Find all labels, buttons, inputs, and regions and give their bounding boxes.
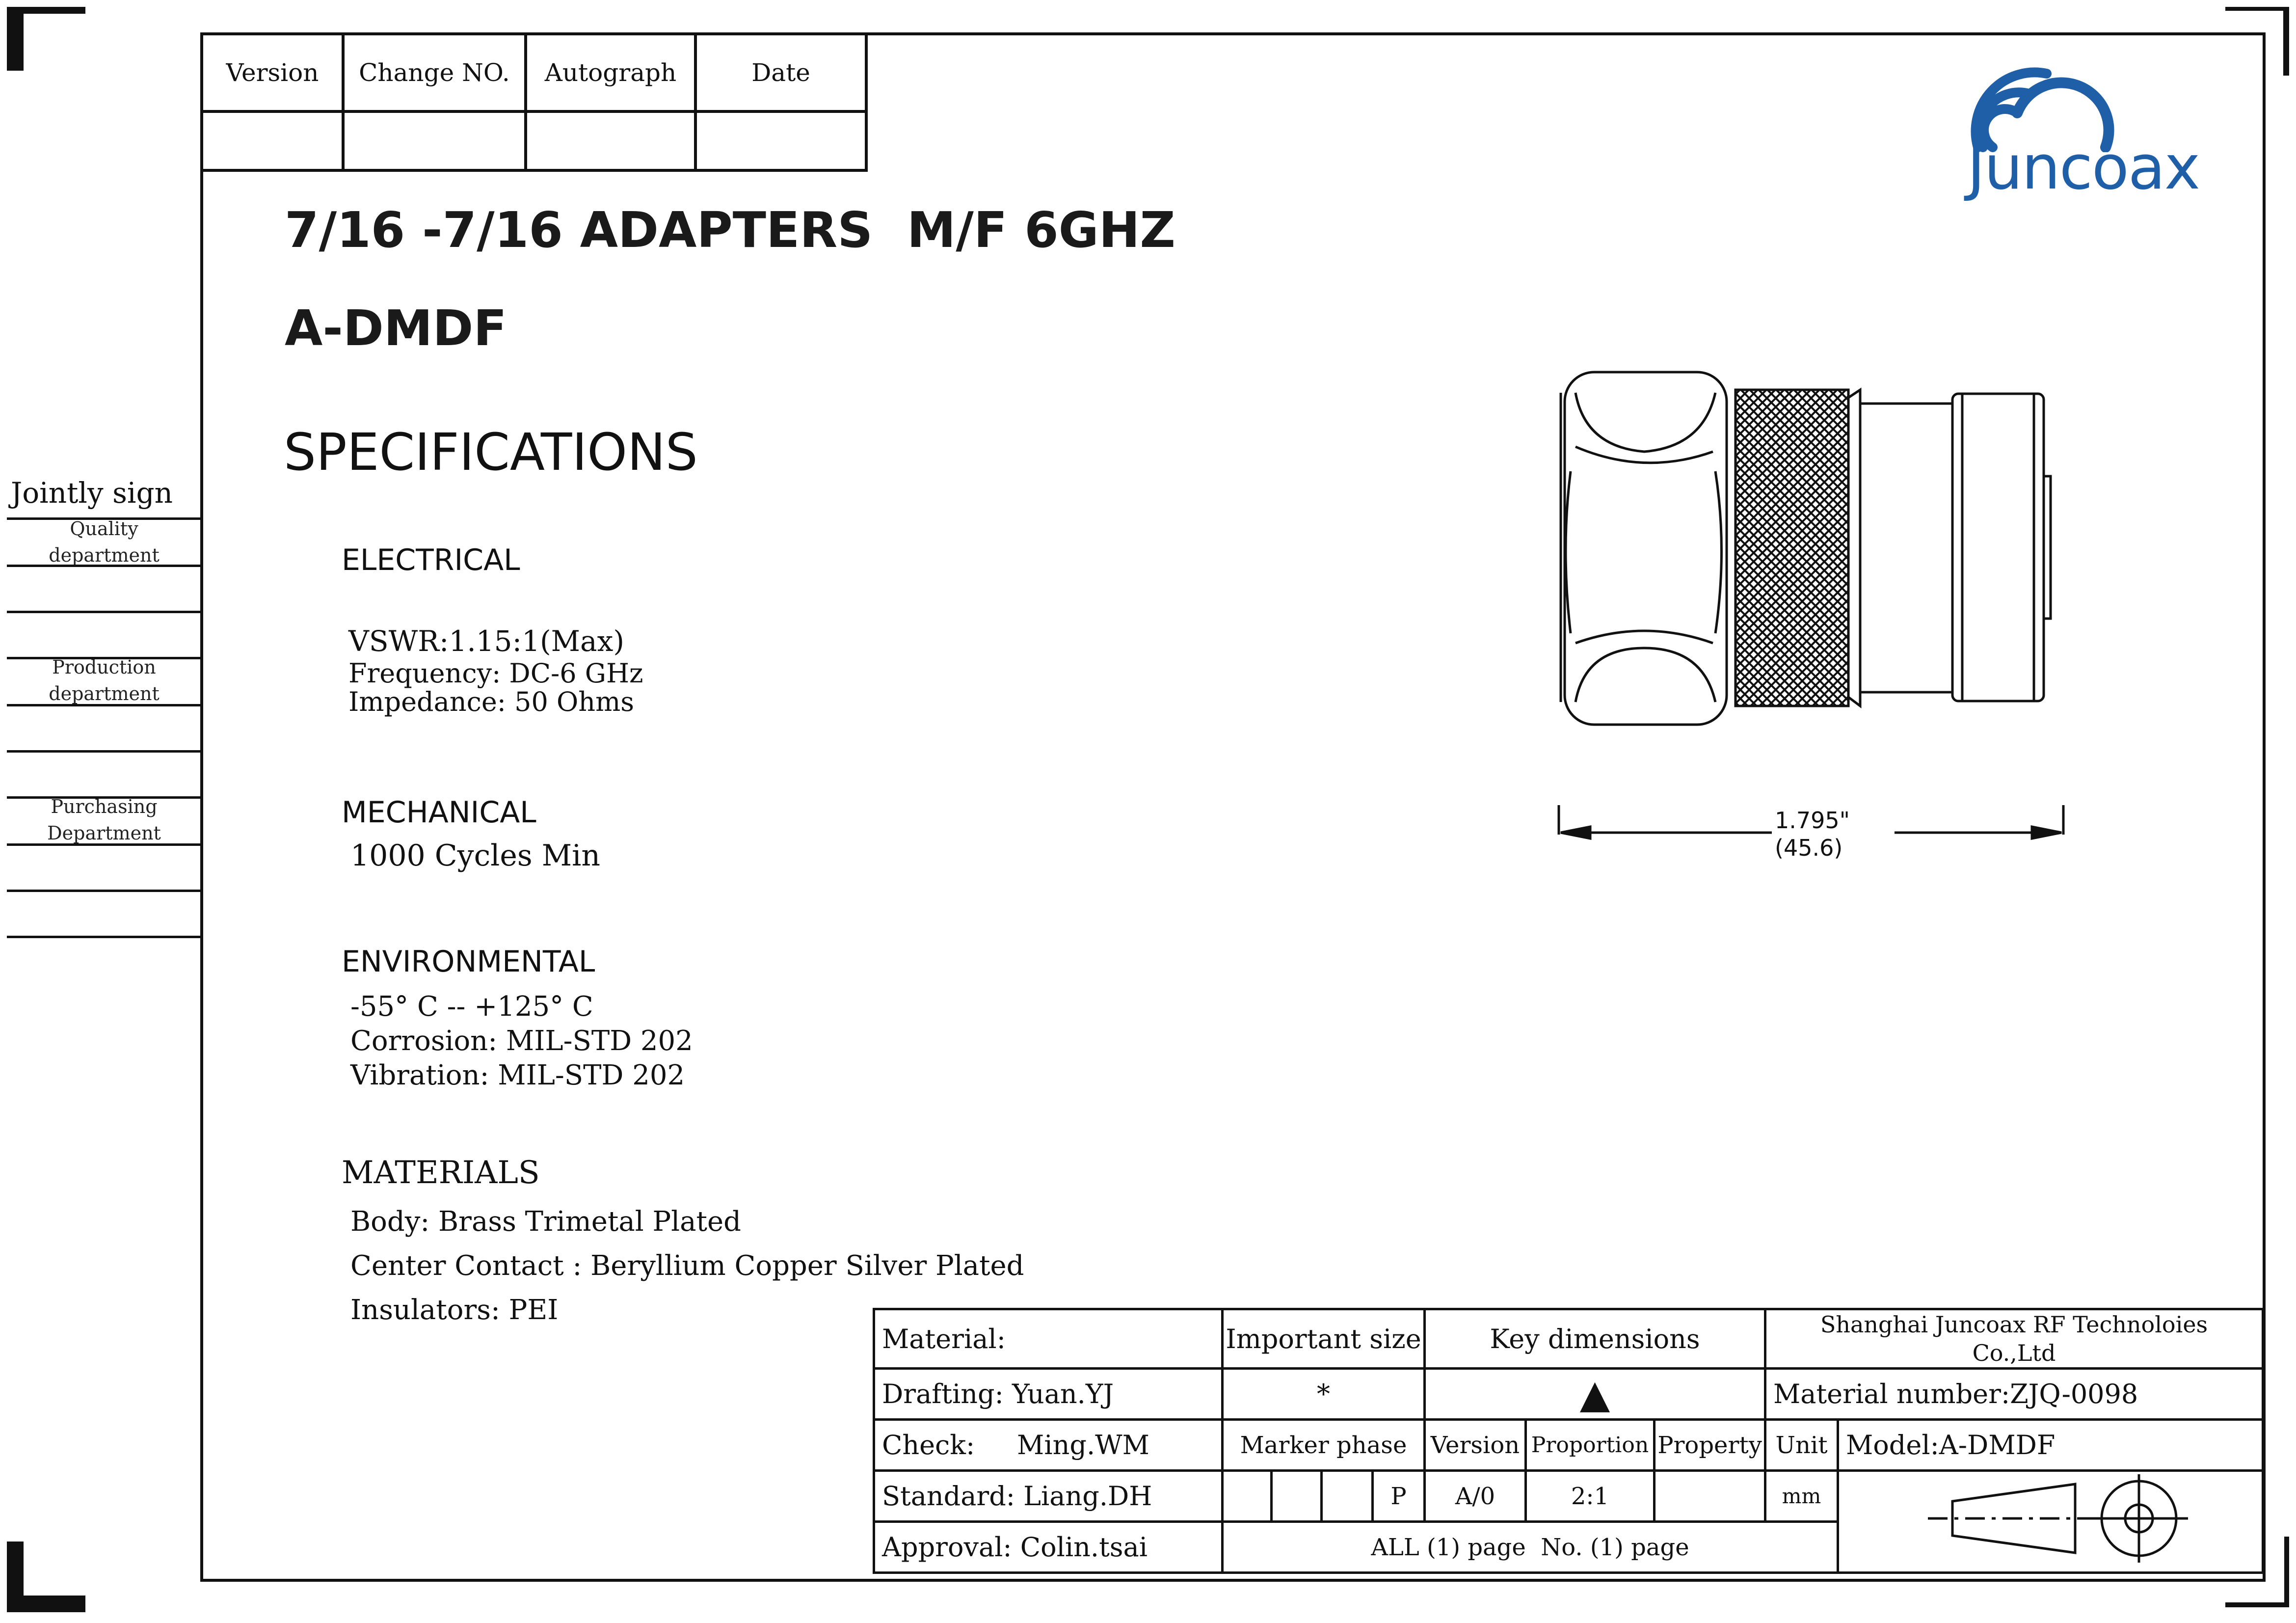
product-model: A-DMDF bbox=[285, 299, 507, 357]
materials-heading: MATERIALS bbox=[342, 1155, 540, 1191]
standard-cell: Standard: Liang.DH bbox=[874, 1471, 1223, 1522]
key-dimensions-mark: ▲ bbox=[1425, 1369, 1765, 1420]
logo-text: Juncoax bbox=[1967, 133, 2200, 203]
sidebar-line bbox=[7, 704, 200, 706]
proportion-header: Proportion bbox=[1526, 1420, 1655, 1471]
environmental-line-vibration: Vibration: MIL-STD 202 bbox=[350, 1059, 685, 1091]
materials-line-insulators: Insulators: PEI bbox=[350, 1294, 559, 1326]
sidebar-line bbox=[7, 890, 200, 892]
property-header: Property bbox=[1655, 1420, 1765, 1471]
projection-symbol-icon bbox=[1913, 1474, 2188, 1563]
drafting-cell: Drafting: Yuan.YJ bbox=[874, 1369, 1223, 1420]
important-size-header: Important size bbox=[1223, 1309, 1425, 1369]
marker-phase-header: Marker phase bbox=[1223, 1420, 1425, 1471]
materials-line-body: Body: Brass Trimetal Plated bbox=[350, 1206, 741, 1238]
sidebar-line bbox=[7, 936, 200, 938]
revision-header-change: Change NO. bbox=[343, 34, 526, 111]
version-header: Version bbox=[1425, 1420, 1526, 1471]
marker-phase-cell bbox=[1322, 1471, 1373, 1522]
corner-mark-br-v bbox=[2284, 1537, 2289, 1607]
environmental-line-corrosion: Corrosion: MIL-STD 202 bbox=[350, 1025, 693, 1057]
company-line-2: Co.,Ltd bbox=[1972, 1340, 2056, 1366]
production-department-label: Production department bbox=[49, 656, 160, 704]
corner-mark-tr-v bbox=[2283, 7, 2289, 76]
important-size-mark: * bbox=[1223, 1369, 1425, 1420]
page-count-cell: ALL (1) page No. (1) page bbox=[1223, 1522, 1838, 1573]
jointly-sign-label: Jointly sign bbox=[11, 476, 173, 510]
environmental-heading: ENVIRONMENTAL bbox=[342, 945, 595, 979]
environmental-line-temperature: -55° C -- +125° C bbox=[350, 991, 593, 1023]
material-cell: Material: bbox=[874, 1309, 1223, 1369]
corner-mark-bl-v bbox=[7, 1542, 24, 1612]
marker-phase-cell bbox=[1223, 1471, 1272, 1522]
materials-line-contact: Center Contact : Beryllium Copper Silver Plated bbox=[350, 1250, 1024, 1282]
unit-value: mm bbox=[1765, 1471, 1838, 1522]
proportion-value: 2:1 bbox=[1526, 1471, 1655, 1522]
unit-header: Unit bbox=[1765, 1420, 1838, 1471]
electrical-heading: ELECTRICAL bbox=[342, 543, 520, 577]
property-value bbox=[1655, 1471, 1765, 1522]
adapter-drawing bbox=[1546, 358, 2081, 741]
corner-mark-tr bbox=[2225, 7, 2289, 11]
check-cell: Check: Ming.WM bbox=[874, 1420, 1223, 1471]
electrical-line-impedance: Impedance: 50 Ohms bbox=[348, 686, 635, 717]
marker-phase-cell bbox=[1272, 1471, 1322, 1522]
marker-phase-value: P bbox=[1373, 1471, 1425, 1522]
quality-department-label: Quality department bbox=[49, 518, 160, 566]
revision-cell bbox=[343, 111, 526, 170]
corner-mark-br bbox=[2225, 1602, 2289, 1607]
revision-header-autograph: Autograph bbox=[526, 34, 695, 111]
title-block bbox=[873, 1308, 2264, 1574]
company-line-1: Shanghai Juncoax RF Technoloies bbox=[1820, 1311, 2208, 1338]
corner-mark-tl-v bbox=[7, 7, 24, 71]
version-value: A/0 bbox=[1425, 1471, 1526, 1522]
sidebar-line bbox=[7, 750, 200, 753]
revision-cell bbox=[202, 111, 343, 170]
revision-header-version: Version bbox=[202, 34, 343, 111]
sidebar-line bbox=[7, 843, 200, 846]
projection-symbol-cell bbox=[1838, 1471, 2263, 1573]
specifications-heading: SPECIFICATIONS bbox=[284, 422, 698, 482]
mechanical-line: 1000 Cycles Min bbox=[350, 839, 601, 873]
revision-table bbox=[200, 32, 868, 172]
sidebar-line bbox=[7, 611, 200, 613]
dimension-mm: (45.6) bbox=[1775, 835, 1843, 861]
product-title: 7/16 -7/16 ADAPTERS M/F 6GHZ bbox=[285, 201, 1175, 259]
electrical-line-vswr: VSWR:1.15:1(Max) bbox=[348, 624, 624, 658]
revision-cell bbox=[695, 111, 866, 170]
purchasing-department-label: Purchasing Department bbox=[47, 796, 161, 844]
revision-cell bbox=[526, 111, 695, 170]
revision-header-date: Date bbox=[695, 34, 866, 111]
approval-cell: Approval: Colin.tsai bbox=[874, 1522, 1223, 1573]
model-cell: Model:A-DMDF bbox=[1838, 1420, 2263, 1471]
company-name-cell bbox=[1765, 1309, 2263, 1369]
sidebar-line bbox=[7, 565, 200, 567]
electrical-line-frequency: Frequency: DC-6 GHz bbox=[348, 658, 643, 689]
material-number-cell: Material number:ZJQ-0098 bbox=[1765, 1369, 2263, 1420]
key-dimensions-header: Key dimensions bbox=[1425, 1309, 1765, 1369]
juncoax-logo bbox=[1963, 54, 2238, 201]
dimension-inch: 1.795" bbox=[1775, 807, 1850, 834]
mechanical-heading: MECHANICAL bbox=[342, 795, 536, 830]
